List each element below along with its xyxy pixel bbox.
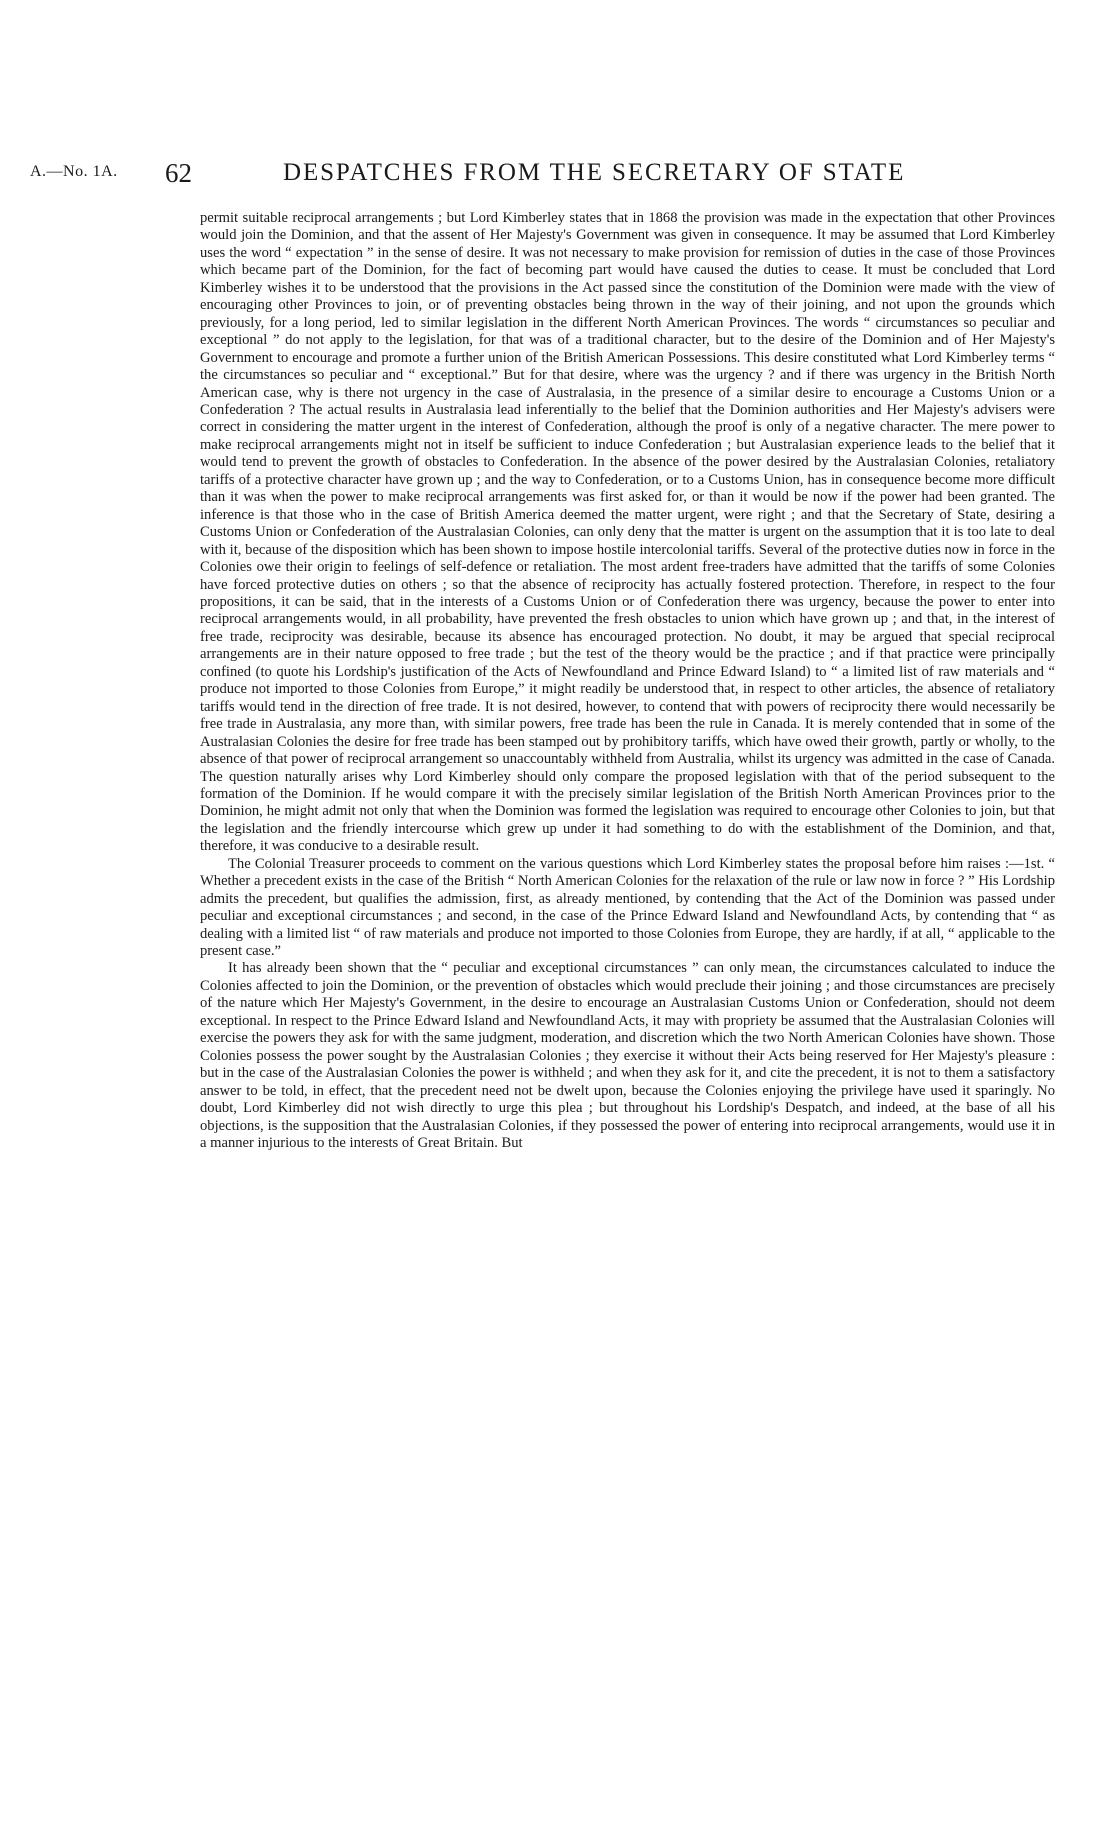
running-title: DESPATCHES FROM THE SECRETARY OF STATE <box>283 159 906 186</box>
paragraph-continuation: permit suitable reciprocal arrangements ; but Lord Kimberley states that in 1868 the provision was made in the expectation that other Provinces would join the Dominion, and that the assent of Her Majesty's Government was given in consequence. It may be assumed that Lord Kimberley uses the word “ expectation ” in the sense of desire. It was not necessary to make provision for remission of duties in the case of those Provinces which became part of the Dominion, for the fact of becoming part would have caused the duties to cease. It must be concluded that Lord Kimberley wishes it to be understood that the provisions in the Act passed since the constitution of the Dominion were made with the view of encouraging other Provinces to join, or of preventing obstacles being thrown in the way of their joining, and not upon the grounds which previously, for a long period, led to similar legislation in the different North American Provinces. The words “ circumstances so peculiar and exceptional ” do not apply to the legislation, for that was of a traditional character, but to the desire of the Dominion and of Her Majesty's Government to encourage and promote a further union of the British American Possessions. This desire constituted what Lord Kimberley terms “ the circumstances so peculiar and “ exceptional.” But for that desire, where was the urgency ? and if there was urgency in the British North American case, why is there not urgency in the case of Australasia, in the presence of a similar desire to encourage a Customs Union or a Confederation ? The actual results in Australasia lead inferentially to the belief that the Dominion authorities and Her Majesty's advisers were correct in considering the matter urgent in the interest of Confederation, although the proof is only of a negative character. The mere power to make reciprocal arrangements might not in itself be sufficient to induce Confederation ; but Australasian experience leads to the belief that it would tend to prevent the growth of obstacles to Confederation. In the absence of the power desired by the Australasian Colonies, retaliatory tariffs of a protective character have grown up ; and the way to Confederation, or to a Customs Union, has in consequence become more difficult than it was when the power to make reciprocal arrangements was first asked for, or than it would be now if the power had been granted. The inference is that those who in the case of British America deemed the matter urgent, were right ; and that the Secretary of State, desiring a Customs Union or Confederation of the Australasian Colonies, can only deny that the matter is urgent on the assumption that it is too late to deal with it, because of the disposition which has been shown to impose hostile intercolonial tariffs. Several of the protective duties now in force in the Colonies owe their origin to feelings of self-defence or retaliation. The most ardent free-traders have admitted that the tariffs of some Colonies have forced protective duties on others ; so that the absence of reciprocity has actually fostered protection. Therefore, in respect to the four propositions, it can be said, that in the interests of a Customs Union or of Confederation there was urgency, because the power to enter into reciprocal arrangements would, in all probability, have prevented the fresh obstacles to union which have grown up ; and that, in the interest of free trade, reciprocity was desirable, because its absence has encouraged protection. No doubt, it may be argued that special reciprocal arrangements are in their nature opposed to free trade ; but the test of the theory would be the practice ; and if that practice were principally confined (to quote his Lordship's justification of the Acts of Newfoundland and Prince Edward Island) to “ a limited list of raw materials and “ produce not imported to those Colonies from Europe,” it might readily be understood that, in respect to other articles, the absence of retaliatory tariffs would tend in the direction of free trade. It is not desired, however, to contend that with powers of reciprocity there would necessarily be free trade in Australasia, any more than, with similar powers, free trade has been the rule in Canada. It is merely contended that in some of the Australasian Colonies the desire for free trade has been stamped out by prohibitory tariffs, which have owed their growth, partly or wholly, to the absence of that power of reciprocal arrangement so unaccountably withheld from Australia, whilst its urgency was admitted in the case of Canada. The question naturally arises why Lord Kimberley should only compare the proposed legislation with that of the period subsequent to the formation of the Dominion. If he would compare it with the precisely similar legislation of the British North American Provinces prior to the Dominion, he might admit not only that when the Dominion was formed the legislation was required to encourage other Colonies to join, but that the legislation and the friendly intercourse which grew up under it had something to do with the establishment of the Dominion, and that, therefore, it was conducive to a desirable result. <box>200 210 1055 855</box>
running-header <box>30 160 1070 190</box>
series-reference: A.—No. 1A. <box>30 163 118 180</box>
page-number: 62 <box>165 158 192 188</box>
paragraph: The Colonial Treasurer proceeds to comment on the various questions which Lord Kimberley states the proposal before him raises :—1st. “ Whether a precedent exists in the case of the British “ North American Colonies for the relaxation of the rule or law now in force ? ” His Lordship admits the precedent, but qualifies the admission, first, as already mentioned, by contending that the Act of the Dominion was passed under peculiar and exceptional circumstances ; and second, in the case of the Prince Edward Island and Newfoundland Acts, by contending that “ as dealing with a limited list “ of raw materials and produce not imported to those Colonies from Europe, they are hardly, if at all, “ applicable to the present case.” <box>200 855 1055 960</box>
body-text <box>200 210 1055 1152</box>
paragraph: It has already been shown that the “ peculiar and exceptional circumstances ” can only mean, the circumstances calculated to induce the Colonies affected to join the Dominion, or the prevention of obstacles which would preclude their joining ; and those circumstances are precisely of the nature which Her Majesty's Government, in the desire to encourage an Australasian Customs Union or Confederation, should not deem exceptional. In respect to the Prince Edward Island and Newfoundland Acts, it may with propriety be assumed that the Australasian Colonies will exercise the powers they ask for with the same judgment, moderation, and discretion which the two North American Colonies have shown. Those Colonies possess the power sought by the Australasian Colonies ; they exercise it without their Acts being reserved for Her Majesty's pleasure : but in the case of the Australasian Colonies the power is withheld ; and when they ask for it, and cite the precedent, it is not to them a satisfactory answer to be told, in effect, that the precedent need not be dwelt upon, because the Colonies enjoying the privilege have used it sparingly. No doubt, Lord Kimberley did not wish directly to urge this plea ; but throughout his Lordship's Despatch, and indeed, at the base of all his objections, is the supposition that the Australasian Colonies, if they possessed the power of entering into reciprocal arrangements, would use it in a manner injurious to the interests of Great Britain. But <box>200 960 1055 1152</box>
